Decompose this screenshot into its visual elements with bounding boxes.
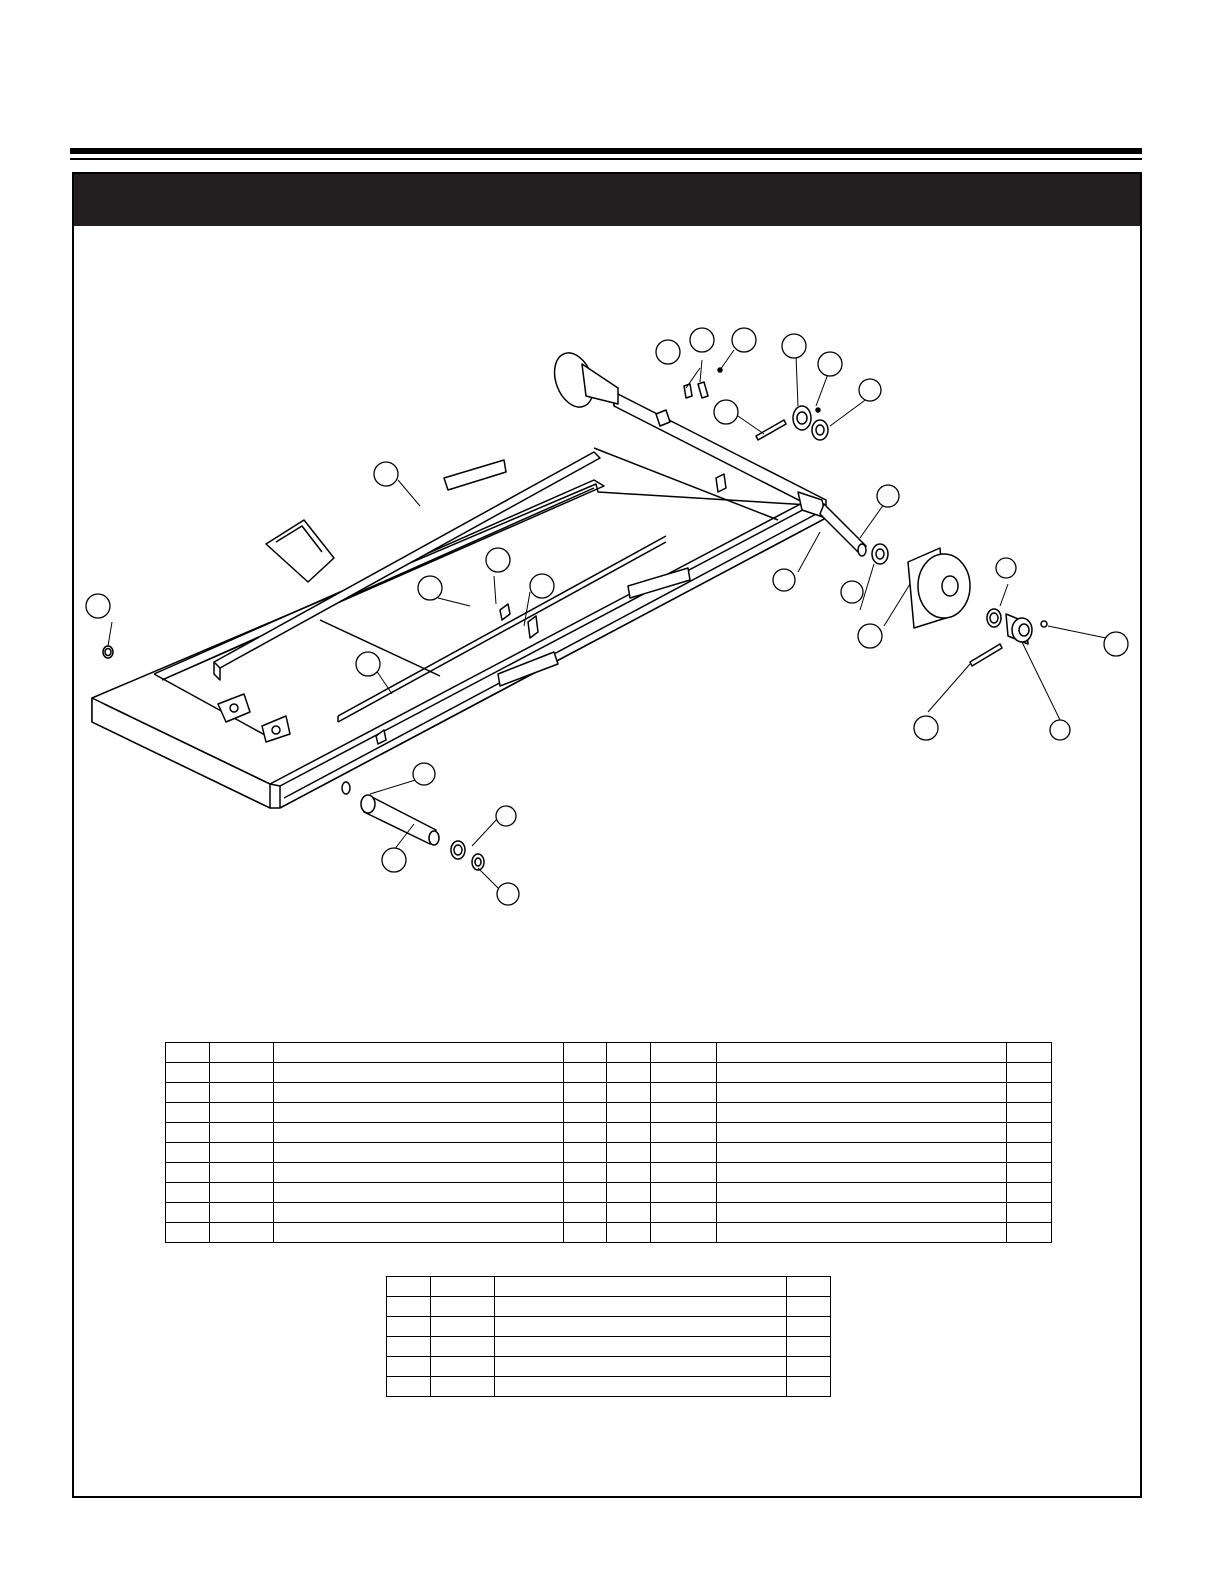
part-quantity — [1007, 1143, 1052, 1163]
part-number — [210, 1143, 274, 1163]
item-number — [166, 1083, 210, 1103]
part-quantity — [564, 1163, 607, 1183]
part-quantity — [564, 1143, 607, 1163]
item-number — [387, 1277, 431, 1297]
part-number — [651, 1203, 717, 1223]
part-quantity — [787, 1377, 831, 1397]
callout-bubble — [382, 848, 406, 872]
header-rule-thin — [70, 158, 1142, 160]
callout-bubble — [497, 883, 519, 905]
part-quantity — [1007, 1183, 1052, 1203]
part-description — [717, 1083, 1007, 1103]
part-description — [717, 1183, 1007, 1203]
part-description — [717, 1163, 1007, 1183]
item-number — [166, 1103, 210, 1123]
part-quantity — [1007, 1223, 1052, 1243]
part-description — [274, 1143, 564, 1163]
part-description — [717, 1043, 1007, 1063]
parts-table-main — [165, 1042, 1052, 1243]
page-frame — [72, 172, 1142, 1498]
table-row — [166, 1223, 1052, 1243]
callout-bubble — [496, 806, 516, 826]
part-description — [274, 1223, 564, 1243]
item-number — [166, 1183, 210, 1203]
item-number — [166, 1043, 210, 1063]
item-number — [607, 1083, 651, 1103]
item-number — [607, 1223, 651, 1243]
item-number — [166, 1203, 210, 1223]
part-description — [495, 1297, 787, 1317]
part-quantity — [1007, 1123, 1052, 1143]
item-number — [607, 1163, 651, 1183]
callout-bubble — [1050, 720, 1070, 740]
callout-bubble — [877, 485, 899, 507]
item-number — [387, 1317, 431, 1337]
part-quantity — [1007, 1103, 1052, 1123]
part-description — [274, 1123, 564, 1143]
item-number — [166, 1063, 210, 1083]
part-number — [431, 1317, 495, 1337]
part-description — [717, 1223, 1007, 1243]
part-quantity — [787, 1297, 831, 1317]
table-row — [387, 1297, 831, 1317]
part-quantity — [787, 1337, 831, 1357]
table-row — [166, 1083, 1052, 1103]
part-number — [651, 1163, 717, 1183]
part-description — [274, 1203, 564, 1223]
table-row — [387, 1357, 831, 1377]
part-number — [210, 1043, 274, 1063]
part-description — [274, 1063, 564, 1083]
table-row — [166, 1143, 1052, 1163]
part-quantity — [564, 1223, 607, 1243]
part-number — [651, 1123, 717, 1143]
part-description — [717, 1123, 1007, 1143]
callout-bubble — [732, 328, 756, 352]
callout-bubble — [656, 340, 680, 364]
part-description — [274, 1083, 564, 1103]
callout-bubble — [530, 574, 554, 598]
part-description — [274, 1183, 564, 1203]
part-number — [210, 1123, 274, 1143]
parts-table-main-body — [166, 1043, 1052, 1243]
table-row — [166, 1063, 1052, 1083]
item-number — [166, 1163, 210, 1183]
part-number — [651, 1043, 717, 1063]
callout-bubble — [782, 334, 806, 358]
item-number — [607, 1143, 651, 1163]
header-rule-thick — [70, 148, 1142, 154]
item-number — [166, 1143, 210, 1163]
part-number — [651, 1083, 717, 1103]
part-number — [651, 1103, 717, 1123]
parts-table-secondary-body — [387, 1277, 831, 1397]
part-description — [495, 1317, 787, 1337]
table-row — [166, 1163, 1052, 1183]
callout-bubble — [773, 569, 795, 591]
part-description — [717, 1203, 1007, 1223]
part-quantity — [564, 1043, 607, 1063]
part-quantity — [564, 1183, 607, 1203]
part-quantity — [787, 1277, 831, 1297]
frame-assembly-drawing — [92, 348, 1047, 870]
table-row — [166, 1203, 1052, 1223]
part-number — [651, 1063, 717, 1083]
item-number — [166, 1123, 210, 1143]
item-number — [166, 1223, 210, 1243]
part-description — [274, 1043, 564, 1063]
item-number — [387, 1297, 431, 1317]
part-quantity — [1007, 1043, 1052, 1063]
part-description — [495, 1277, 787, 1297]
callout-bubble — [413, 763, 435, 785]
item-number — [607, 1103, 651, 1123]
callout-bubble — [858, 624, 882, 648]
callout-bubble — [374, 462, 398, 486]
item-number — [607, 1063, 651, 1083]
part-number — [651, 1223, 717, 1243]
part-number — [431, 1337, 495, 1357]
part-number — [210, 1223, 274, 1243]
part-description — [274, 1163, 564, 1183]
part-description — [495, 1357, 787, 1377]
part-quantity — [564, 1083, 607, 1103]
table-row — [166, 1123, 1052, 1143]
part-description — [717, 1103, 1007, 1123]
part-quantity — [564, 1123, 607, 1143]
item-number — [607, 1203, 651, 1223]
table-row — [166, 1183, 1052, 1203]
callout-bubble — [841, 581, 863, 603]
part-description — [495, 1337, 787, 1357]
part-description — [495, 1377, 787, 1397]
part-quantity — [1007, 1083, 1052, 1103]
part-quantity — [787, 1357, 831, 1377]
callout-bubble — [356, 652, 380, 676]
part-number — [210, 1183, 274, 1203]
part-quantity — [1007, 1063, 1052, 1083]
callout-bubble — [818, 352, 842, 376]
table-row — [387, 1277, 831, 1297]
part-quantity — [1007, 1163, 1052, 1183]
callout-bubble — [418, 576, 442, 600]
part-number — [210, 1203, 274, 1223]
item-number — [607, 1123, 651, 1143]
part-number — [651, 1183, 717, 1203]
callout-bubble — [486, 548, 510, 572]
callout-bubble — [1104, 632, 1128, 656]
part-quantity — [564, 1203, 607, 1223]
table-row — [387, 1377, 831, 1397]
part-quantity — [564, 1103, 607, 1123]
part-description — [717, 1143, 1007, 1163]
parts-table-secondary — [386, 1276, 831, 1397]
table-row — [387, 1317, 831, 1337]
part-number — [210, 1103, 274, 1123]
part-quantity — [787, 1317, 831, 1337]
part-description — [717, 1063, 1007, 1083]
callout-bubble — [86, 594, 110, 618]
part-quantity — [564, 1063, 607, 1083]
callout-bubble — [914, 716, 938, 740]
part-number — [210, 1083, 274, 1103]
part-number — [431, 1357, 495, 1377]
callout-bubble — [714, 400, 738, 424]
callout-bubble — [996, 558, 1016, 578]
table-row — [387, 1337, 831, 1357]
item-number — [607, 1183, 651, 1203]
part-number — [210, 1163, 274, 1183]
part-number — [431, 1377, 495, 1397]
part-number — [651, 1143, 717, 1163]
callout-bubble — [859, 379, 881, 401]
item-number — [607, 1043, 651, 1063]
part-description — [274, 1103, 564, 1123]
item-number — [387, 1337, 431, 1357]
callout-bubble — [690, 328, 714, 352]
item-number — [387, 1357, 431, 1377]
part-quantity — [1007, 1203, 1052, 1223]
table-row — [166, 1103, 1052, 1123]
table-row — [166, 1043, 1052, 1063]
item-number — [387, 1377, 431, 1397]
part-number — [210, 1063, 274, 1083]
part-number — [431, 1277, 495, 1297]
part-number — [431, 1297, 495, 1317]
